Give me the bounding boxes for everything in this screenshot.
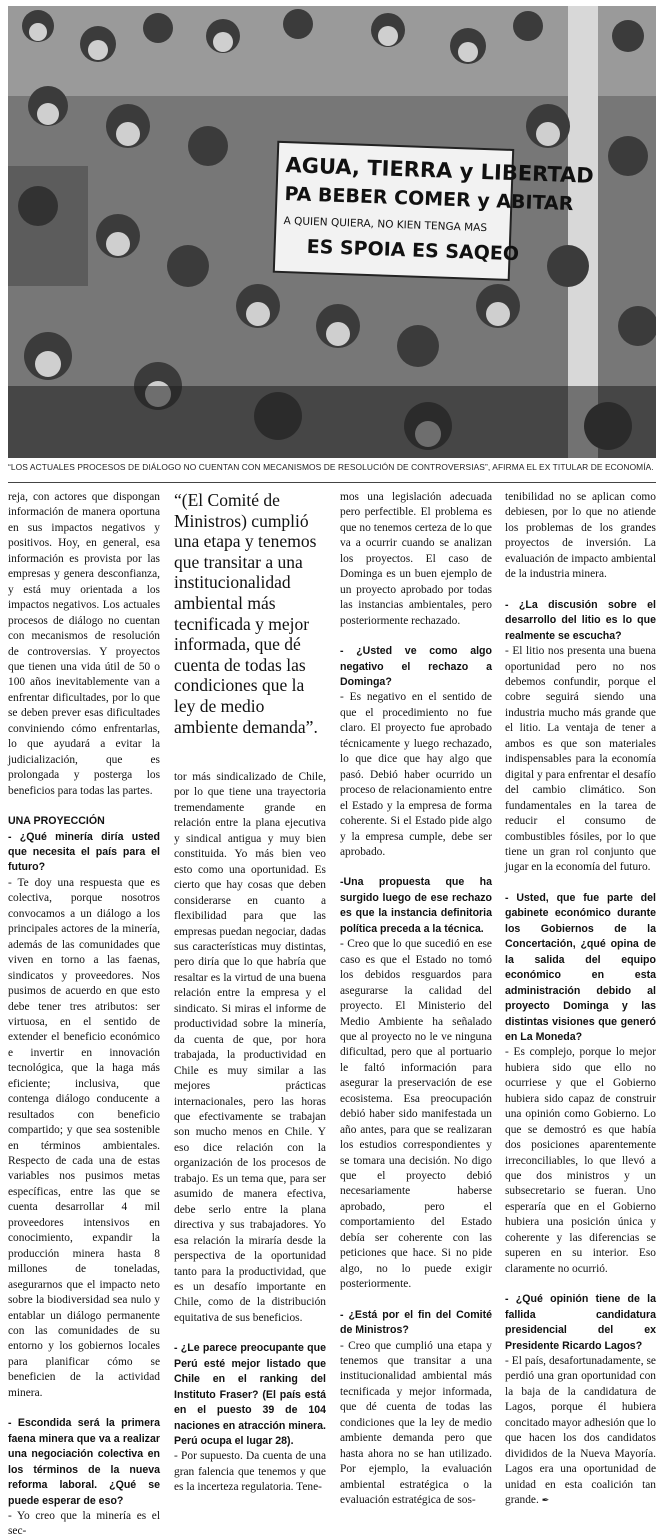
end-mark-icon: ✒ <box>541 1496 550 1507</box>
answer: - El litio nos presenta una buena oportunidad pero no nos debemos confundir, porque el cobre seguirá siendo una industria mucho más grande que el litio. La ventaja de tener a ambos es que son materiales indispensables para la economía digital y para enfrentar el desafío del cambio climático. Son fundamentales en la tarea de reducir el consumo de combustibles fósiles, por lo que tiene un gran rol conjunto que jugar en la economía del futuro. <box>505 645 656 874</box>
question: - Escondida será la primera faena minera que va a realizar una negociación colectiva en los términos de la nueva reforma laboral. ¿Qué se puede esperar de eso? <box>8 1417 160 1507</box>
caption-divider <box>8 482 656 483</box>
section-heading: UNA PROYECCIÓN <box>8 815 105 828</box>
question: - ¿La discusión sobre el desarrollo del litio es lo que realmente se escucha? <box>505 598 656 642</box>
answer: - El país, desafortunadamente, se perdió una gran oportunidad con la baja de la candidatura de Lagos, porque él hubiera concitado mayor adhesión que lo que hacen los dos candidatos divididos de la Nueva Mayoría. Lagos era una oportunidad de unidad en esta coalición tan grande. <box>505 1355 656 1507</box>
banner-line-2: PA BEBER COMER y ABITAR <box>284 183 574 216</box>
column-4 <box>505 490 656 1510</box>
answer: - Te doy una respuesta que es colectiva, porque nosotros convocamos a un diálogo a los principales actores de la minería, además de las comunidades que viven en torno a las faenas, sindicatos y proveedores. Nos pusimos de acuerdo en que esto debe tener tres atributos: ser virtuosa, en el sentido de extender el beneficio económico e invertir en innovación tecnológica, que la haga más eficiente; inclusiva, que contenga diálogo conducente a resultados con beneficio compartido; y que sea sostenible en términos ambientales. Respecto de cada una de estas variables nos pusimos metas específicas, entre las que se cuenta desarrollar 4 mil proveedores intensivos en conocimiento, expandir la producción minera hasta 8 millones de toneladas, asegurarnos que el impacto neto sobre la biodiversidad sea nulo y entablar un diálogo permanente con las comunidades de su entorno y los gobiernos locales para planificar cómo se beneficien de la actividad minera. <box>8 876 160 1399</box>
answer: - Yo creo que la minería es el sec- <box>8 1510 160 1538</box>
banner-line-3: A QUIEN QUIERA, NO KIEN TENGA MAS <box>283 215 488 235</box>
question: -Una propuesta que ha surgido luego de ese rechazo es que la instancia definitoria política preceda a la técnica. <box>340 876 492 935</box>
question: - ¿Le parece preocupante que Perú esté mejor listado que Chile en el ranking del Instituto Fraser? (El país está en el puesto 39 de 104 naciones en atracción minera. Perú ocupa el lugar 28). <box>174 1342 326 1448</box>
answer: - Creo que cumplió una etapa y tenemos que transitar a una institucionalidad ambiental más tecnificada y mejor informada, que dé cuenta de todas las condiciones que la ley de medio ambiente demanda pero que hasta ahora no se han utilizado. Por ejemplo, la evaluación ambiental estratégica o la evaluación estratégica de sos- <box>340 1339 492 1507</box>
final-answer <box>505 1354 656 1510</box>
answer: - Creo que lo que sucedió en ese caso es que el Estado no tomó los debidos resguardos para asegurarse la calidad del proyecto. El Ministerio del Medio Ambiente ha señalado que al proyecto no le ve ninguna dificultad, pero que al portuario le faltó información para asegurar la preservación de ese ecosistema. Esa preocupación debió haber sido manifestada un año antes, para que se realizaran los estudios correspondientes y se tomara una decisión. No digo que el proyecto debió necesariamente haberse aprobado, pero el comportamiento del Estado debía ser coherente con las peticiones que hace. Si no pide algo, no lo puede exigir posteriormente. <box>340 938 492 1291</box>
question: - Usted, que fue parte del gabinete económico durante los Gobiernos de la Concertación, ¿qué opina de la salida del equipo económico en esta administración debido al proyecto Dominga y las distintas visiones que generó en La Moneda? <box>505 891 656 1043</box>
answer: - Es complejo, porque lo mejor hubiera sido que ello no ocurriese y que el Gobierno hubiera sido capaz de construir una opinión como Gobierno. Lo que se demostró es que había dos posiciones aparentemente irreconciliables, lo que llevó a que dos ministros y un subsecretario se fueran. Uno esperaría que en el Gobierno hubiera una posición única y coherente y las diferencias se superen en su interior. Eso claramente no ocurrió. <box>505 1046 656 1275</box>
answer: - Por supuesto. Da cuenta de una gran falencia que tenemos y que es la incerteza regulatoria. Tene- <box>174 1450 326 1494</box>
photo-illustration <box>8 6 656 458</box>
pull-quote: “(El Comité de Ministros) cumplió una etapa y tenemos que transitar a una institucionalidad ambiental más tecnificada y mejor informada, que dé cuenta de todas las condiciones que la ley de medio ambiente demanda”. <box>174 490 318 737</box>
column-3 <box>340 490 492 1509</box>
crowd-protest-photo <box>8 6 656 458</box>
answer: mos una legislación adecuada pero perfectible. El problema es que no tenemos certeza de lo que va a ocurrir cuando se analizan los proyectos. El caso de Dominga es un buen ejemplo de un proyecto aprobado por todas las instancias ambientales, pero posteriormente rechazado. <box>340 491 492 627</box>
question: - ¿Qué opinión tiene de la fallida candidatura presidencial del ex Presidente Ricardo Lagos? <box>505 1293 656 1352</box>
photo-caption: “LOS ACTUALES PROCESOS DE DIÁLOGO NO CUENTAN CON MECANISMOS DE RESOLUCIÓN DE CONTROVERSIAS”, AFIRMA EL EX TITULAR DE ECONOMÍA. <box>8 462 654 472</box>
answer: - Es negativo en el sentido de que el procedimiento no fue claro. El proyecto fue aprobado técnicamente y luego rechazado, lo que dice que hay algo que pasó. Debió haber ocurrido un proceso de relacionamiento entre el Estado y la empresa de forma coherente. Si el Estado pide algo y la empresa cumple, debe ser aprobado. <box>340 691 492 858</box>
answer: tor más sindicalizado de Chile, por lo que tiene una trayectoria tremendamente grande en relación entre la plana ejecutiva y sindical antigua y muy bien constituida. Yo más bien veo esto como una oportunidad. Es cierto que hay cosas que deben considerarse en cuanto a flexibilidad para que las empresas puedan negociar, dadas sus características muy distintas, pero diría que lo que habría que resaltar es la virtud de una buena relación entre la empresa y el sindicato. Si miras el informe de productividad sobre la minería, da cuenta de que, por hora trabajada, la productividad en Chile es muy similar a las mejores prácticas internacionales, pero las horas que efectivamente se trabajan son mucho menos en Chile. Y eso dice relación con la organización de los procesos de trabajo. Es un tema que, para ser asumido de manera efectiva, debe serlo entre la plana directiva y sus trabajadores. Yo esa relación la miraría desde la perspectiva de la oportunidad tanto para la productividad, que es un desafío importante en Chile, como de la distribución equitativa de sus beneficios. <box>174 771 326 1324</box>
paragraph: reja, con actores que dispongan información de manera oportuna en sus impactos negativos y positivos. Hoy, en general, esa información es provista por las empresas y genera desconfianza, y está muy orientada a los impactos negativos. Los actuales procesos de diálogo no cuentan con mecanismos de resolución de controversias. Y proyectos que tienen una vida útil de 50 o 100 años inevitablemente van a enfrentar dificultades, por lo que se deben prever esas dificultades conviniendo cómo enfrentarlas, lo que ayudará a evitar la judicialización, que es prolongada y posterga los beneficios para todas las partes. <box>8 491 160 797</box>
column-1 <box>8 490 160 1540</box>
question: - ¿Usted ve como algo negativo el rechazo a Dominga? <box>340 645 492 688</box>
question: - ¿Está por el fin del Comité de Ministros? <box>340 1308 492 1337</box>
column-2 <box>174 770 326 1496</box>
answer: tenibilidad no se aplican como debiesen, por lo que no atiende los problemas de los grandes proyectos de inversión. La evaluación de impacto ambiental de la industria minera. <box>505 491 656 581</box>
banner-line-1: AGUA, TIERRA y LIBERTAD <box>285 153 595 188</box>
banner-line-4: ES SPOIA ES SAQEO <box>306 235 520 266</box>
question: - ¿Qué minería diría usted que necesita el país para el futuro? <box>8 830 160 874</box>
